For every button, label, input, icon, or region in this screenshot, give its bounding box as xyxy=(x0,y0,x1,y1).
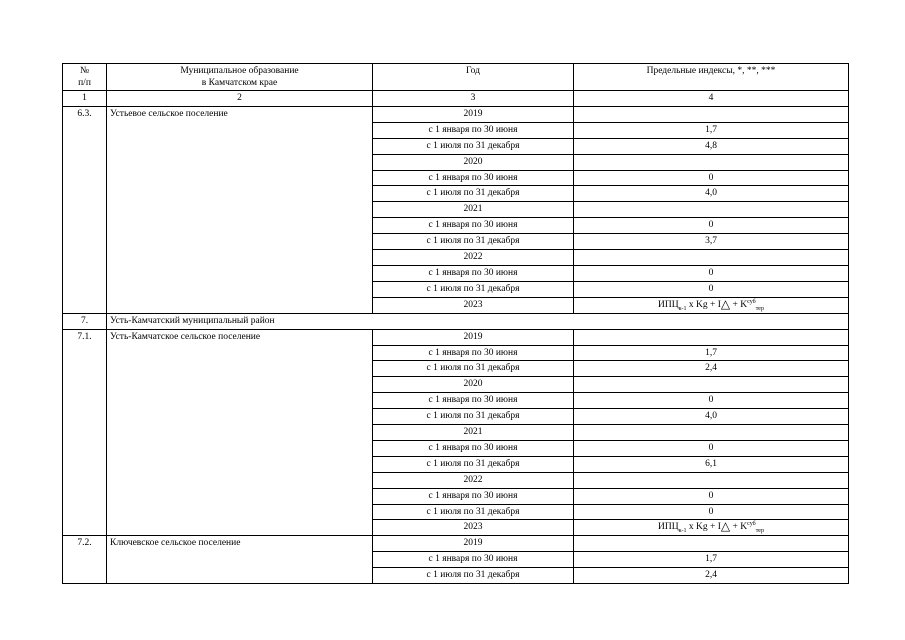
col-number: 1 xyxy=(63,91,107,107)
period-cell: 2019 xyxy=(373,106,574,122)
period-cell: с 1 января по 30 июня xyxy=(373,265,574,281)
formula-sub2: тер xyxy=(755,528,764,535)
formula-sup: суб xyxy=(747,298,756,305)
row-number: 7.2. xyxy=(63,536,107,584)
table-row xyxy=(63,536,849,552)
index-value: 2,4 xyxy=(574,361,849,377)
index-value xyxy=(574,536,849,552)
index-value: 2,4 xyxy=(574,568,849,584)
period-cell: с 1 января по 30 июня xyxy=(373,122,574,138)
period-cell: с 1 июля по 31 декабря xyxy=(373,186,574,202)
index-value xyxy=(574,106,849,122)
header-indices: Предельные индексы, *, **, *** xyxy=(574,64,849,91)
index-value: 4,8 xyxy=(574,138,849,154)
index-value xyxy=(574,425,849,441)
period-cell: с 1 июля по 31 декабря xyxy=(373,504,574,520)
period-cell: с 1 января по 30 июня xyxy=(373,170,574,186)
formula-sub2: тер xyxy=(755,305,764,312)
row-number: 6.3. xyxy=(63,106,107,313)
period-cell: с 1 июля по 31 декабря xyxy=(373,456,574,472)
formula-sub1: к-1 xyxy=(678,305,687,312)
period-cell: с 1 июля по 31 декабря xyxy=(373,568,574,584)
period-cell: 2023 xyxy=(373,520,574,536)
period-cell: с 1 января по 30 июня xyxy=(373,393,574,409)
index-value: 0 xyxy=(574,393,849,409)
header-year: Год xyxy=(373,64,574,91)
col-number: 3 xyxy=(373,91,574,107)
delta-icon: △ xyxy=(720,297,731,311)
period-cell: с 1 июля по 31 декабря xyxy=(373,234,574,250)
index-value xyxy=(574,520,849,536)
index-value: 1,7 xyxy=(574,345,849,361)
table-row xyxy=(63,329,849,345)
header-row xyxy=(63,64,849,91)
period-cell: 2020 xyxy=(373,377,574,393)
col-number: 4 xyxy=(574,91,849,107)
period-cell: с 1 января по 30 июня xyxy=(373,345,574,361)
index-value: 0 xyxy=(574,504,849,520)
period-cell: с 1 июля по 31 декабря xyxy=(373,409,574,425)
index-value: 6,1 xyxy=(574,456,849,472)
index-value: 0 xyxy=(574,281,849,297)
period-cell: 2021 xyxy=(373,202,574,218)
index-value: 4,0 xyxy=(574,409,849,425)
district-name: Усть-Камчатский муниципальный район xyxy=(107,313,849,329)
formula-main: ИПЦ xyxy=(658,299,679,310)
district-row xyxy=(63,313,849,329)
index-value: 3,7 xyxy=(574,234,849,250)
period-cell: с 1 января по 30 июня xyxy=(373,488,574,504)
index-value: 0 xyxy=(574,440,849,456)
col-number: 2 xyxy=(107,91,373,107)
index-value: 0 xyxy=(574,265,849,281)
period-cell: с 1 июля по 31 декабря xyxy=(373,281,574,297)
municipality-name: Усть-Камчатское сельское поселение xyxy=(107,329,373,536)
column-number-row xyxy=(63,91,849,107)
period-cell: с 1 января по 30 июня xyxy=(373,552,574,568)
index-value: 0 xyxy=(574,488,849,504)
period-cell: с 1 января по 30 июня xyxy=(373,440,574,456)
municipality-name: Устьевое сельское поселение xyxy=(107,106,373,313)
index-value: 0 xyxy=(574,218,849,234)
formula-sup: суб xyxy=(747,521,756,528)
period-cell: с 1 января по 30 июня xyxy=(373,218,574,234)
period-cell: с 1 июля по 31 декабря xyxy=(373,361,574,377)
municipality-name: Ключевское сельское поселение xyxy=(107,536,373,584)
formula-mid: x Kg + I xyxy=(686,522,721,533)
index-formula xyxy=(658,520,764,535)
index-value: 4,0 xyxy=(574,186,849,202)
period-cell: 2023 xyxy=(373,297,574,313)
index-value xyxy=(574,202,849,218)
table-row xyxy=(63,106,849,122)
period-cell: 2021 xyxy=(373,425,574,441)
formula-main: ИПЦ xyxy=(658,522,679,533)
period-cell: 2022 xyxy=(373,472,574,488)
formula-sub1: к-1 xyxy=(678,528,687,535)
formula-plus: + K xyxy=(730,522,748,533)
index-value xyxy=(574,377,849,393)
index-value xyxy=(574,250,849,266)
index-value xyxy=(574,329,849,345)
period-cell: с 1 июля по 31 декабря xyxy=(373,138,574,154)
index-value: 1,7 xyxy=(574,122,849,138)
header-num: № п/п xyxy=(63,64,107,91)
period-cell: 2022 xyxy=(373,250,574,266)
row-number: 7. xyxy=(63,313,107,329)
index-value xyxy=(574,472,849,488)
index-value: 1,7 xyxy=(574,552,849,568)
index-value: 0 xyxy=(574,170,849,186)
index-value xyxy=(574,297,849,313)
formula-plus: + K xyxy=(730,299,748,310)
row-number: 7.1. xyxy=(63,329,107,536)
period-cell: 2019 xyxy=(373,329,574,345)
delta-icon: △ xyxy=(720,519,731,534)
indices-table xyxy=(62,63,849,584)
header-municipality: Муниципальное образование в Камчатском крае xyxy=(107,64,373,91)
formula-mid: x Kg + I xyxy=(686,299,721,310)
index-formula xyxy=(658,298,764,313)
index-value xyxy=(574,154,849,170)
period-cell: 2020 xyxy=(373,154,574,170)
period-cell: 2019 xyxy=(373,536,574,552)
